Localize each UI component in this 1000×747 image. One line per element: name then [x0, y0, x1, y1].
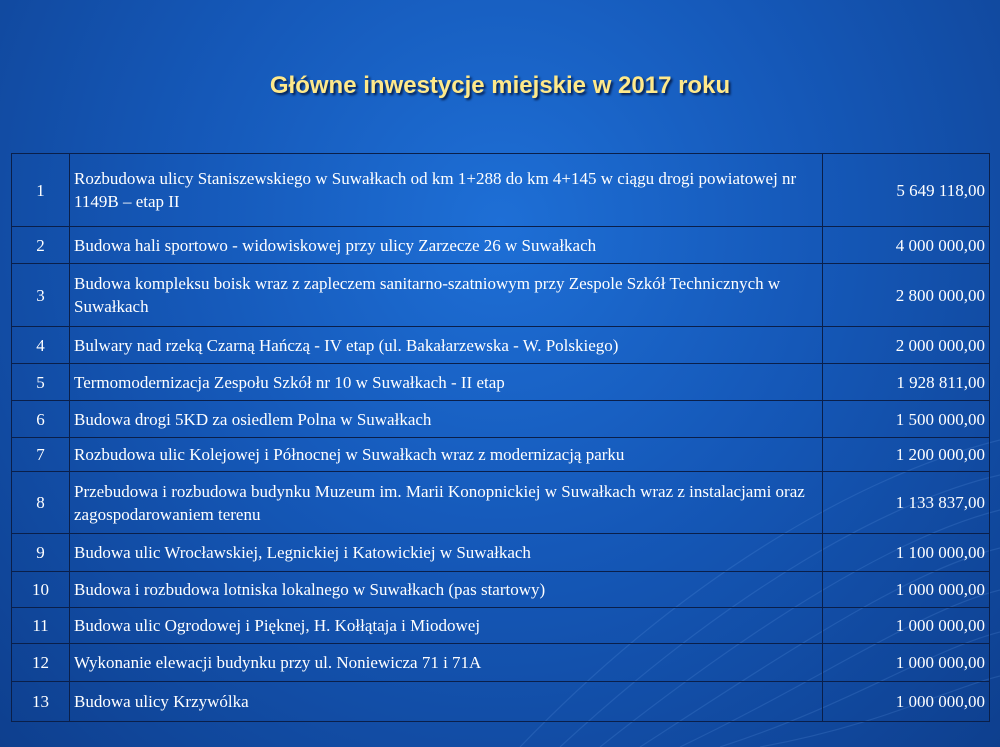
investments-table: [11, 153, 990, 722]
row-amount: 1 133 837,00: [823, 472, 990, 534]
row-number: 4: [12, 327, 70, 364]
row-description: Bulwary nad rzeką Czarną Hańczą - IV etap (ul. Bakałarzewska - W. Polskiego): [70, 327, 823, 364]
table-row: [12, 401, 990, 438]
row-number: 2: [12, 227, 70, 264]
row-number: 12: [12, 644, 70, 682]
page-title: Główne inwestycje miejskie w 2017 roku: [269, 72, 731, 99]
table-row: [12, 608, 990, 644]
table-row: [12, 154, 990, 227]
row-amount: 1 500 000,00: [823, 401, 990, 438]
row-number: 3: [12, 264, 70, 327]
table-row: [12, 227, 990, 264]
row-number: 1: [12, 154, 70, 227]
row-description: Budowa drogi 5KD za osiedlem Polna w Suwałkach: [70, 401, 823, 438]
row-description: Budowa i rozbudowa lotniska lokalnego w Suwałkach (pas startowy): [70, 572, 823, 608]
row-amount: 1 200 000,00: [823, 438, 990, 472]
row-number: 8: [12, 472, 70, 534]
row-amount: 5 649 118,00: [823, 154, 990, 227]
row-description: Termomodernizacja Zespołu Szkół nr 10 w Suwałkach - II etap: [70, 364, 823, 401]
row-description: Budowa hali sportowo - widowiskowej przy ulicy Zarzecze 26 w Suwałkach: [70, 227, 823, 264]
table-row: [12, 264, 990, 327]
row-description: Budowa ulic Ogrodowej i Pięknej, H. Kołłątaja i Miodowej: [70, 608, 823, 644]
row-amount: 4 000 000,00: [823, 227, 990, 264]
row-amount: 1 928 811,00: [823, 364, 990, 401]
table-row: [12, 534, 990, 572]
row-amount: 1 000 000,00: [823, 608, 990, 644]
table-row: [12, 644, 990, 682]
row-amount: 1 000 000,00: [823, 644, 990, 682]
row-number: 7: [12, 438, 70, 472]
row-description: Przebudowa i rozbudowa budynku Muzeum im. Marii Konopnickiej w Suwałkach wraz z instalacjami oraz zagospodarowaniem terenu: [70, 472, 823, 534]
row-amount: 1 000 000,00: [823, 682, 990, 722]
row-amount: 1 000 000,00: [823, 572, 990, 608]
table-row: [12, 472, 990, 534]
row-description: Budowa ulicy Krzywólka: [70, 682, 823, 722]
row-description: Budowa kompleksu boisk wraz z zapleczem sanitarno-szatniowym przy Zespole Szkół Technicznych w Suwałkach: [70, 264, 823, 327]
table-row: [12, 438, 990, 472]
row-number: 5: [12, 364, 70, 401]
row-description: Wykonanie elewacji budynku przy ul. Noniewicza 71 i 71A: [70, 644, 823, 682]
row-amount: 2 000 000,00: [823, 327, 990, 364]
row-amount: 2 800 000,00: [823, 264, 990, 327]
table-row: [12, 327, 990, 364]
row-number: 13: [12, 682, 70, 722]
row-number: 6: [12, 401, 70, 438]
table-row: [12, 572, 990, 608]
row-amount: 1 100 000,00: [823, 534, 990, 572]
row-description: Rozbudowa ulic Kolejowej i Północnej w Suwałkach wraz z modernizacją parku: [70, 438, 823, 472]
row-number: 11: [12, 608, 70, 644]
table-row: [12, 682, 990, 722]
row-number: 10: [12, 572, 70, 608]
row-number: 9: [12, 534, 70, 572]
row-description: Budowa ulic Wrocławskiej, Legnickiej i Katowickiej w Suwałkach: [70, 534, 823, 572]
row-description: Rozbudowa ulicy Staniszewskiego w Suwałkach od km 1+288 do km 4+145 w ciągu drogi powiatowej nr 1149B – etap II: [70, 154, 823, 227]
table-row: [12, 364, 990, 401]
